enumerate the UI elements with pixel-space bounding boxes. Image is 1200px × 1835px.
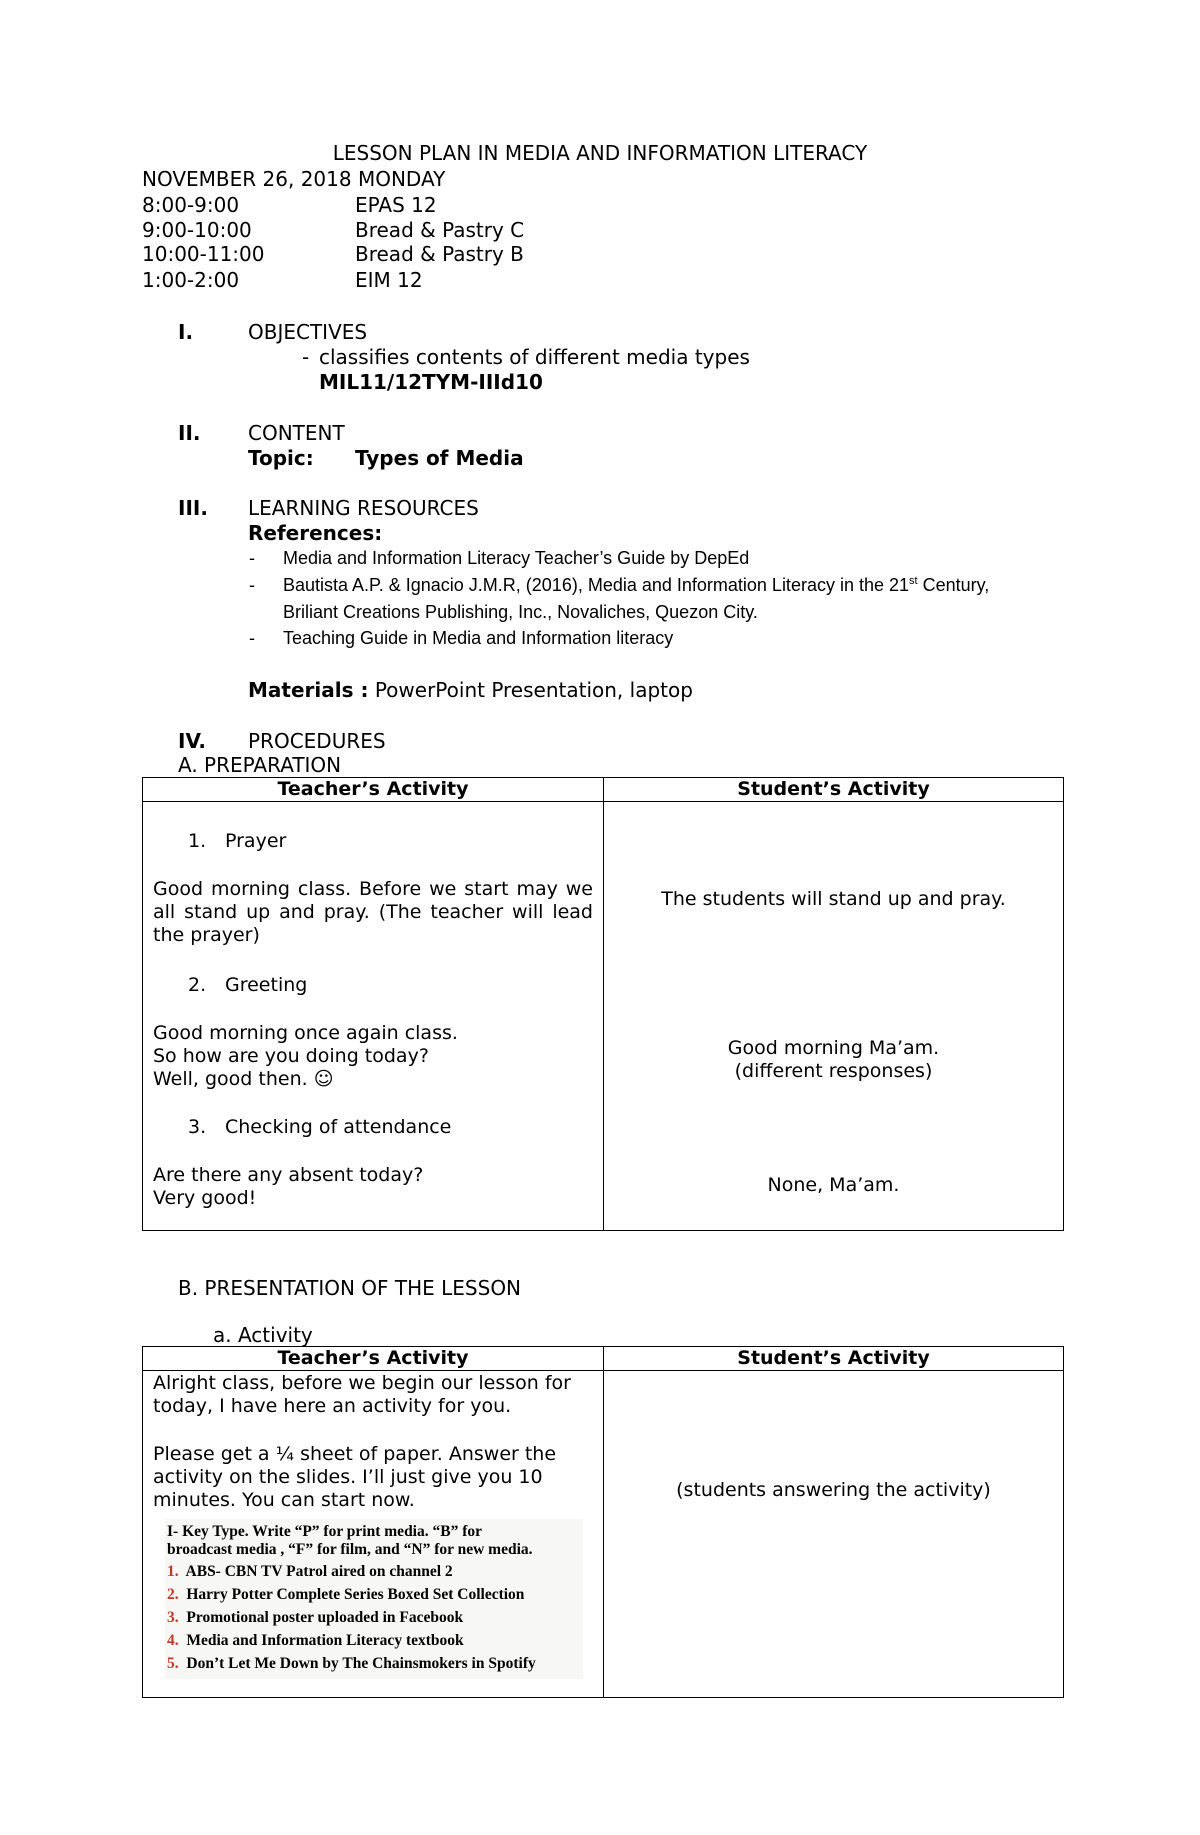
activity-slide-image <box>165 1519 583 1679</box>
schedule-class: Bread & Pastry B <box>355 242 524 266</box>
preparation-table <box>142 777 1064 1231</box>
quiz-instruction: broadcast media , “F” for film, and “N” for new media. <box>167 1541 533 1558</box>
reference-dash: - <box>249 575 255 595</box>
teacher-header: Teacher’s Activity <box>143 1347 604 1371</box>
quiz-item-text: Harry Potter Complete Series Boxed Set Collection <box>186 1586 525 1603</box>
quiz-item-number: 1. <box>167 1563 179 1580</box>
student-attendance: None, Ma’am. <box>767 1174 900 1196</box>
student-cell <box>604 802 1064 1231</box>
quiz-instruction: I- Key Type. Write “P” for print media. “B” for <box>167 1523 482 1540</box>
quiz-item-text: Promotional poster uploaded in Facebook <box>186 1609 464 1626</box>
topic-value: Types of Media <box>355 446 524 470</box>
teacher-header: Teacher’s Activity <box>143 778 604 802</box>
schedule-class: EPAS 12 <box>355 193 437 217</box>
teacher-activity-line: Alright class, before we begin our lesson for <box>153 1372 571 1394</box>
quiz-item-text: Media and Information Literacy textbook <box>186 1632 464 1649</box>
procedures-numeral: IV. <box>178 729 206 753</box>
teacher-activity-line: Please get a ¼ sheet of paper. Answer the <box>153 1443 557 1465</box>
activity-table <box>142 1346 1064 1698</box>
step-title: Greeting <box>225 974 308 996</box>
table-header-row <box>143 1347 1064 1371</box>
teacher-greeting-line: Good morning once again class. <box>153 1022 458 1044</box>
procedures-heading: PROCEDURES <box>248 729 386 753</box>
student-header: Student’s Activity <box>604 1347 1064 1371</box>
teacher-prayer: Good morning class. Before we start may we all stand up and pray. (The teacher will lead the prayer) <box>153 878 593 946</box>
materials-value: PowerPoint Presentation, laptop <box>374 678 693 702</box>
quiz-item <box>167 1632 464 1650</box>
table-row <box>143 802 1064 1231</box>
materials <box>248 678 693 702</box>
teacher-cell <box>143 1371 604 1698</box>
reference-item: Media and Information Literacy Teacher’s Guide by DepEd <box>283 548 750 568</box>
teacher-activity-line: activity on the slides. I’ll just give you 10 <box>153 1466 543 1488</box>
step-title: Prayer <box>225 830 287 852</box>
teacher-activity-line: minutes. You can start now. <box>153 1489 415 1511</box>
reference-item: Teaching Guide in Media and Information literacy <box>283 628 674 648</box>
date-line: NOVEMBER 26, 2018 MONDAY <box>142 167 446 191</box>
reference-item <box>283 572 989 599</box>
schedule-class: EIM 12 <box>355 268 423 292</box>
quiz-item-text: Don’t Let Me Down by The Chainsmokers in Spotify <box>186 1655 536 1672</box>
quiz-item <box>167 1609 463 1627</box>
student-cell <box>604 1371 1064 1698</box>
teacher-activity-line: today, I have here an activity for you. <box>153 1395 512 1417</box>
teacher-attendance-line: Are there any absent today? <box>153 1164 424 1186</box>
objectives-numeral: I. <box>178 320 194 344</box>
content-heading: CONTENT <box>248 421 345 445</box>
student-prayer: The students will stand up and pray. <box>661 888 1006 910</box>
teacher-attendance-line: Very good! <box>153 1187 257 1209</box>
objectives-dash: - <box>302 345 310 369</box>
quiz-item-number: 5. <box>167 1655 179 1672</box>
schedule-time: 9:00-10:00 <box>142 218 252 242</box>
schedule-class: Bread & Pastry C <box>355 218 525 242</box>
reference-dash: - <box>249 548 255 568</box>
quiz-item-number: 3. <box>167 1609 179 1626</box>
objectives-item: classifies contents of different media types <box>319 345 750 369</box>
content-numeral: II. <box>178 421 201 445</box>
quiz-item-text: ABS- CBN TV Patrol aired on channel 2 <box>185 1563 453 1580</box>
student-activity: (students answering the activity) <box>676 1479 991 1501</box>
student-header: Student’s Activity <box>604 778 1064 802</box>
quiz-item <box>167 1655 536 1673</box>
superscript: st <box>909 575 918 587</box>
topic-label: Topic: <box>248 446 314 470</box>
quiz-item-number: 2. <box>167 1586 179 1603</box>
resources-heading: LEARNING RESOURCES <box>248 496 479 520</box>
activity-heading: a. Activity <box>213 1323 313 1347</box>
step-number: 1. <box>188 830 207 852</box>
schedule-time: 8:00-9:00 <box>142 193 240 217</box>
student-greeting-line: Good morning Ma’am. <box>727 1037 940 1059</box>
preparation-heading: A. PREPARATION <box>178 753 342 777</box>
references-label: References: <box>248 521 383 545</box>
materials-label: Materials : <box>248 678 369 702</box>
table-header-row <box>143 778 1064 802</box>
step-number: 3. <box>188 1116 207 1138</box>
objectives-code: MIL11/12TYM-IIId10 <box>319 370 543 394</box>
step-number: 2. <box>188 974 207 996</box>
teacher-cell <box>143 802 604 1231</box>
reference-tail: Century, <box>917 575 990 595</box>
student-greeting-line: (different responses) <box>734 1060 933 1082</box>
reference-text: Bautista A.P. & Ignacio J.M.R, (2016), Media and Information Literacy in the 21 <box>283 575 910 595</box>
reference-item-continued: Briliant Creations Publishing, Inc., Novaliches, Quezon City. <box>283 602 758 622</box>
resources-numeral: III. <box>178 496 208 520</box>
quiz-item <box>167 1586 524 1604</box>
schedule-time: 10:00-11:00 <box>142 242 265 266</box>
objectives-heading: OBJECTIVES <box>248 320 368 344</box>
step-title: Checking of attendance <box>225 1116 452 1138</box>
schedule-time: 1:00-2:00 <box>142 268 240 292</box>
teacher-greeting-line: So how are you doing today? <box>153 1045 429 1067</box>
teacher-greeting-line: Well, good then. ☺ <box>153 1068 334 1090</box>
table-row <box>143 1371 1064 1698</box>
quiz-item-number: 4. <box>167 1632 179 1649</box>
presentation-heading: B. PRESENTATION OF THE LESSON <box>178 1276 522 1300</box>
quiz-item <box>167 1563 453 1581</box>
reference-dash: - <box>249 628 255 648</box>
page-title: LESSON PLAN IN MEDIA AND INFORMATION LITERACY <box>332 141 868 165</box>
